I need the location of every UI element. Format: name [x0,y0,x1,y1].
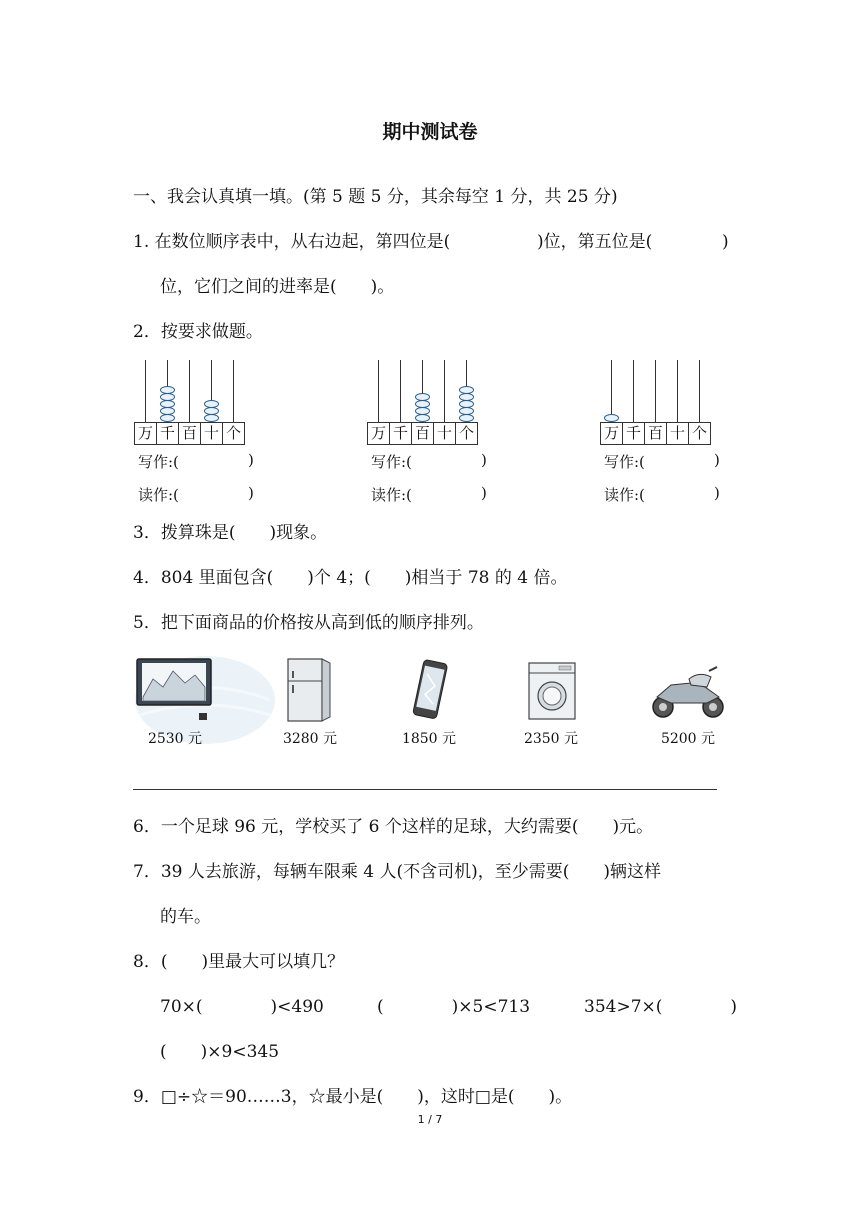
place-cell: 万 [134,422,157,445]
write-label: 写作:( [604,453,645,471]
q7-line1: 7．39 人去旅游，每辆车限乘 4 人(不含司机)，至少需要( )辆这样 [133,862,662,882]
q8-expr-4: ( )×9<345 [160,1042,280,1062]
q6-text: 6．一个足球 96 元，学校买了 6 个这样的足球，大约需要( )元。 [133,817,654,837]
washing-machine-icon [515,657,587,723]
abacus-bead [459,400,474,408]
bracket-close: ) [481,451,487,469]
abacus-bead [204,407,219,415]
q1-line2: 位，它们之间的进率是( )。 [160,277,395,297]
q4-text: 4．804 里面包含( )个 4；( )相当于 78 的 4 倍。 [133,568,568,588]
q8-expr-2: ( )×5<713 [377,997,531,1017]
q3-text: 3．拨算珠是( )现象。 [133,523,328,543]
page-title: 期中测试卷 [382,121,478,143]
place-cell: 千 [156,422,179,445]
place-cell: 万 [600,422,623,445]
abacus-bead [415,400,430,408]
abacus-bead [204,414,219,422]
answer-line [133,789,717,790]
write-answer-2 [371,451,487,472]
read-label: 读作:( [138,486,179,504]
read-label: 读作:( [604,486,645,504]
abacus-3 [600,360,712,450]
abacus-rod [611,360,612,422]
abacus-rod [233,360,234,422]
motorcycle-icon [647,657,729,723]
refrigerator-icon [280,657,340,723]
good-refrigerator [280,657,340,747]
bracket-close: ) [714,451,720,469]
price-label: 2530 元 [147,731,203,747]
read-label: 读作:( [371,486,412,504]
q5-text: 5．把下面商品的价格按从高到低的顺序排列。 [133,613,484,633]
place-cell: 个 [222,422,245,445]
q8-expr-1: 70×( )<490 [160,997,324,1017]
write-label: 写作:( [138,453,179,471]
abacus-bead [160,393,175,401]
place-cell: 十 [200,422,223,445]
write-answer-1 [138,451,254,472]
write-answer-3 [604,451,720,472]
page-number: 1 / 7 [417,1113,443,1126]
abacus-bead [160,407,175,415]
place-cell: 个 [688,422,711,445]
q8-text: 8．( )里最大可以填几？ [133,952,345,972]
price-label: 2350 元 [523,731,579,747]
place-cell: 百 [644,422,667,445]
place-value-row [367,422,478,445]
abacus-rod [655,360,656,422]
bracket-close: ) [248,484,254,502]
abacus-rod [378,360,379,422]
bracket-close: ) [481,484,487,502]
read-answer-1 [138,484,254,505]
abacus-bead [415,393,430,401]
abacus-bead [160,400,175,408]
abacus-rod [400,360,401,422]
place-cell: 百 [411,422,434,445]
place-cell: 万 [367,422,390,445]
price-label: 1850 元 [401,731,457,747]
monitor-icon [135,657,215,721]
place-value-row [600,422,711,445]
abacus-2 [367,360,479,450]
place-value-row [134,422,245,445]
abacus-bead [459,414,474,422]
abacus-bead [459,386,474,394]
abacus-bead [415,407,430,415]
read-answer-2 [371,484,487,505]
read-answer-3 [604,484,720,505]
abacus-bead [160,414,175,422]
abacus-bead [459,407,474,415]
abacus-rod [699,360,700,422]
abacus-bead [415,414,430,422]
good-monitor [135,657,215,747]
price-label: 3280 元 [282,731,338,747]
write-label: 写作:( [371,453,412,471]
good-smartphone [400,657,458,747]
good-motorcycle [647,657,729,747]
abacus-bead [459,393,474,401]
abacus-bead [204,400,219,408]
q7-line2: 的车。 [160,907,211,927]
section-heading: 一、我会认真填一填。(第 5 题 5 分，其余每空 1 分，共 25 分) [133,187,618,207]
bracket-close: ) [248,451,254,469]
place-cell: 千 [622,422,645,445]
abacus-rod [444,360,445,422]
q9-text: 9．□÷☆＝90……3，☆最小是( )，这时□是( )。 [133,1087,573,1107]
abacus-rod [677,360,678,422]
place-cell: 千 [389,422,412,445]
q2-text: 2．按要求做题。 [133,322,263,342]
abacus-rod [633,360,634,422]
smartphone-icon [400,657,458,723]
abacus-1 [134,360,246,450]
q1-line1b: )位，第五位是( [537,232,653,252]
place-cell: 十 [666,422,689,445]
abacus-rod [145,360,146,422]
price-label: 5200 元 [660,731,716,747]
abacus-rod [189,360,190,422]
abacus-bead [604,414,619,422]
place-cell: 十 [433,422,456,445]
bracket-close: ) [714,484,720,502]
place-cell: 百 [178,422,201,445]
q8-expr-3: 354>7×( ) [584,997,738,1017]
good-washing-machine [515,657,587,747]
q1-line1a: 1. 在数位顺序表中，从右边起，第四位是( [133,232,451,252]
q1-line1c: ) [722,232,729,252]
place-cell: 个 [455,422,478,445]
abacus-bead [160,386,175,394]
